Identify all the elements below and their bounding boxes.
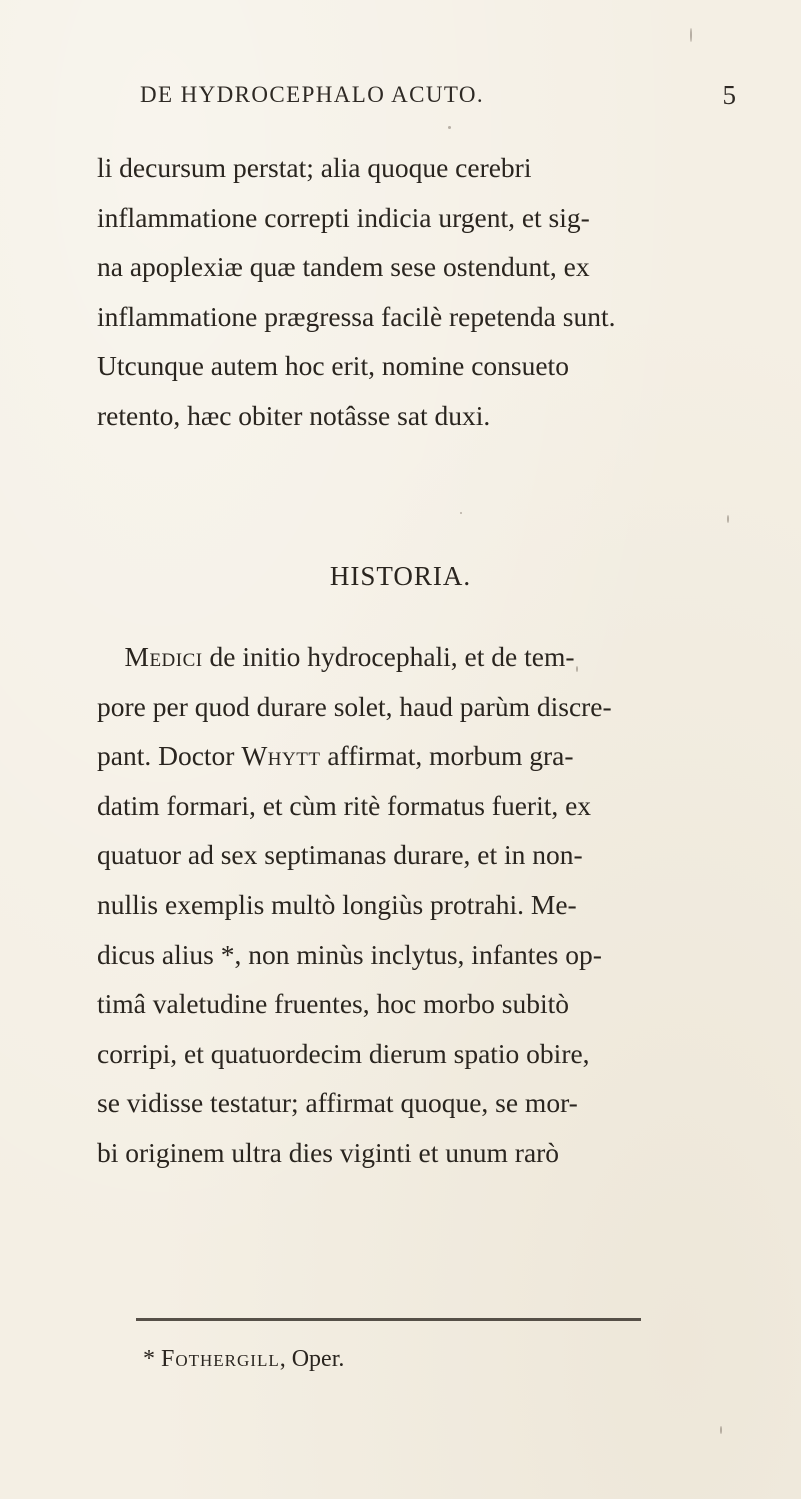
paragraph-historia	[97, 632, 737, 1178]
text-line: datim formari, et cùm ritè formatus fuerit, ex	[97, 789, 592, 821]
paper-speck	[727, 515, 729, 523]
text-line: Utcunque autem hoc erit, nomine consueto	[97, 350, 569, 382]
text-line: inflammatione correpti indicia urgent, et sig-	[97, 201, 590, 233]
text-line: pore per quod durare solet, haud parùm discre-	[97, 690, 612, 722]
page-header	[140, 82, 740, 122]
page-number: 5	[722, 80, 736, 110]
text-segment: affirmat, morbum gra-	[320, 740, 574, 772]
text-line: se vidisse testatur; affirmat quoque, se mor-	[97, 1087, 578, 1119]
paper-speck	[448, 126, 451, 129]
text-line: quatuor ad sex septimanas durare, et in non-	[97, 839, 583, 871]
text-line: timâ valetudine fruentes, hoc morbo subitò	[97, 988, 569, 1020]
author-name: Whytt	[241, 740, 321, 772]
first-word: Medici	[124, 641, 203, 672]
footnote	[143, 1346, 344, 1373]
footnote-text: , Oper.	[279, 1346, 345, 1372]
text-line: li decursum perstat; alia quoque cerebri	[97, 152, 532, 183]
text-line	[97, 632, 737, 682]
running-title: DE HYDROCEPHALO ACUTO.	[140, 82, 485, 107]
text-line	[97, 731, 737, 781]
text-line: dicus alius *, non minùs inclytus, infantes op-	[97, 938, 602, 970]
paper-speck	[690, 28, 692, 42]
text-line: inflammatione prægressa facilè repetenda sunt.	[97, 300, 616, 332]
text-segment: de initio hydrocephali, et de tem-	[202, 641, 575, 672]
paragraph-continued	[97, 143, 737, 441]
text-line: na apoplexiæ quæ tandem sese ostendunt, ex	[97, 251, 590, 283]
text-line: retento, hæc obiter notâsse sat duxi.	[97, 399, 491, 431]
text-line: corripi, et quatuordecim dierum spatio obire,	[97, 1037, 590, 1069]
paper-speck	[720, 1426, 722, 1434]
footnote-divider	[136, 1318, 641, 1321]
paper-speck	[576, 666, 578, 672]
text-segment: pant. Doctor	[97, 740, 242, 772]
text-line: nullis exemplis multò longiùs protrahi. Me-	[97, 888, 577, 920]
footnote-marker: *	[143, 1346, 155, 1372]
paper-speck	[460, 512, 462, 514]
text-line: bi originem ultra dies viginti et unum rarò	[97, 1136, 560, 1168]
section-heading: HISTORIA.	[329, 561, 472, 591]
footnote-author: Fothergill	[161, 1346, 280, 1372]
